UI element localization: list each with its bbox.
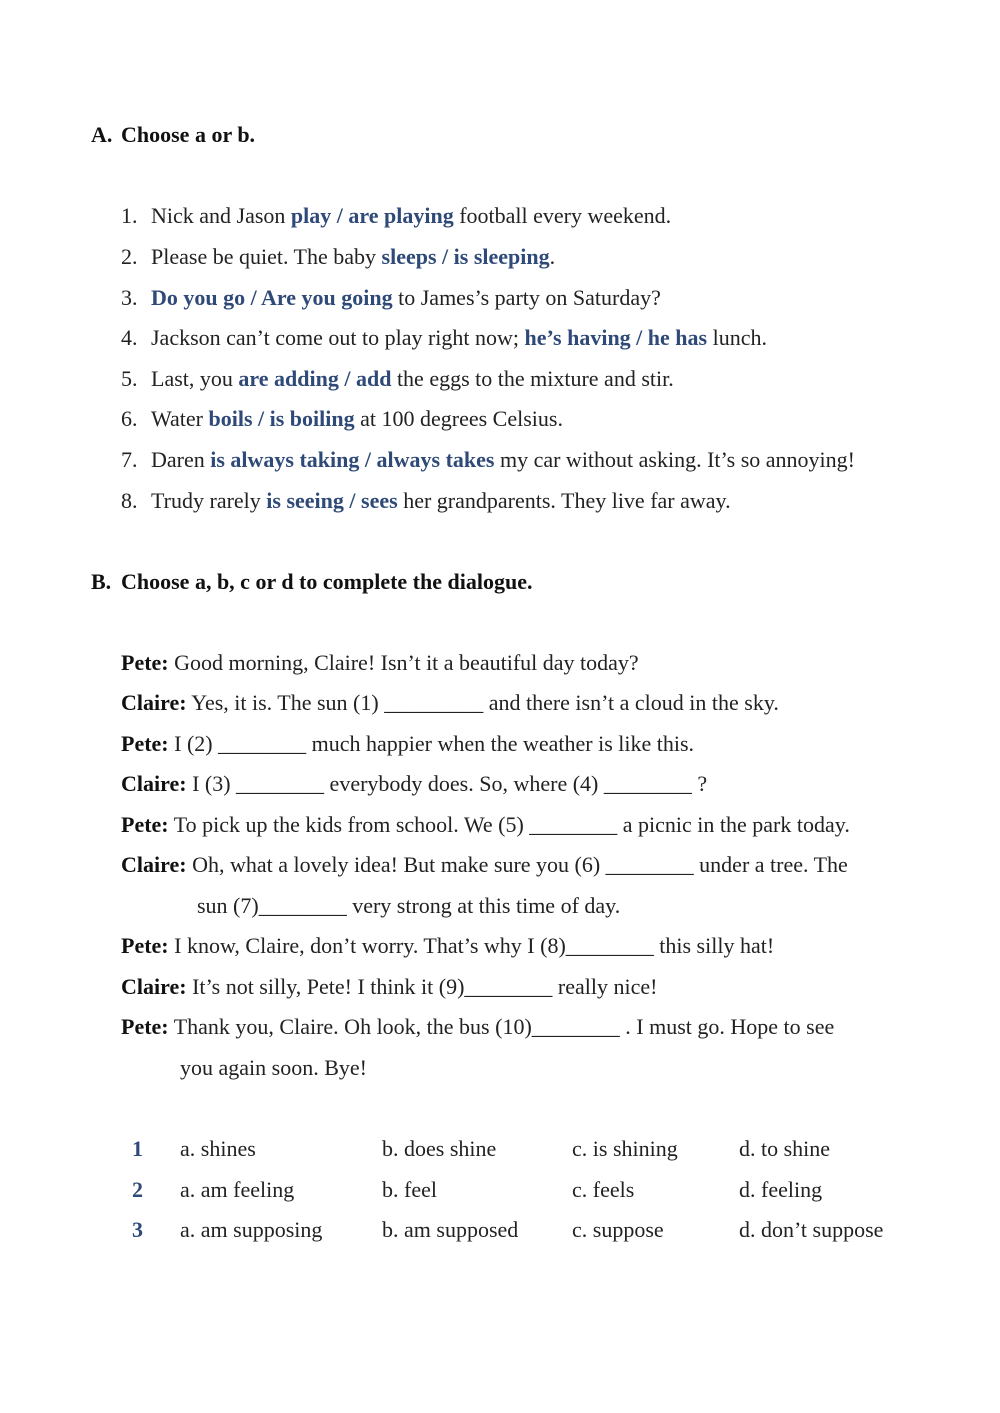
section-a-title — [91, 122, 255, 148]
dialogue-line-6-cont: sun (7)________ very strong at this time of day. — [197, 893, 621, 918]
dialogue-line-6: Claire: Oh, what a lovely idea! But make sure you (6) ________ under a tree. The — [121, 852, 848, 877]
choice-option[interactable]: is always taking / always takes — [210, 447, 495, 472]
dialogue-line-9-cont: you again soon. Bye! — [180, 1055, 367, 1080]
option-c[interactable]: c. suppose — [572, 1217, 664, 1242]
option-number: 1 — [132, 1136, 143, 1161]
choice-option[interactable]: are adding / add — [238, 366, 392, 391]
option-number: 2 — [132, 1177, 143, 1202]
speaker-name: Pete: — [121, 650, 169, 675]
option-c[interactable]: c. is shining — [572, 1136, 678, 1161]
dialogue-line-8: Claire: It’s not silly, Pete! I think it (9)________ really nice! — [121, 974, 658, 999]
section-a-heading: Choose a or b. — [121, 122, 256, 147]
speaker-name: Pete: — [121, 933, 169, 958]
speaker-name: Pete: — [121, 812, 169, 837]
option-b[interactable]: b. feel — [382, 1177, 437, 1202]
choice-option[interactable]: sleeps / is sleeping — [381, 244, 550, 269]
option-a[interactable]: a. am supposing — [180, 1217, 323, 1242]
option-d[interactable]: d. to shine — [739, 1136, 831, 1161]
choice-option[interactable]: play / are playing — [290, 203, 454, 228]
question-a-8: 8. Trudy rarely is seeing / sees her grandparents. They live far away. — [121, 488, 731, 513]
option-b[interactable]: b. am supposed — [382, 1217, 519, 1242]
speaker-name: Pete: — [121, 1014, 169, 1039]
option-d[interactable]: d. don’t suppose — [739, 1217, 884, 1242]
dialogue-line-7: Pete: I know, Claire, don’t worry. That’s why I (8)________ this silly hat! — [121, 933, 775, 958]
choice-option[interactable]: he’s having / he has — [524, 325, 708, 350]
dialogue-line-2: Claire: Yes, it is. The sun (1) _________ and there isn’t a cloud in the sky. — [121, 690, 779, 715]
option-c[interactable]: c. feels — [572, 1177, 635, 1202]
question-a-2: 2. Please be quiet. The baby sleeps / is sleeping. — [121, 244, 556, 269]
speaker-name: Claire: — [121, 852, 187, 877]
section-b-heading: Choose a, b, c or d to complete the dialogue. — [121, 569, 533, 594]
dialogue-line-1: Pete: Good morning, Claire! Isn’t it a beautiful day today? — [121, 650, 639, 675]
question-a-3: 3. Do you go / Are you going to James’s party on Saturday? — [121, 285, 661, 310]
question-a-6: 6. Water boils / is boiling at 100 degrees Celsius. — [121, 406, 563, 431]
speaker-name: Pete: — [121, 731, 169, 756]
speaker-name: Claire: — [121, 974, 187, 999]
option-a[interactable]: a. shines — [180, 1136, 256, 1161]
question-a-5: 5. Last, you are adding / add the eggs to the mixture and stir. — [121, 366, 674, 391]
speaker-name: Claire: — [121, 771, 187, 796]
choice-option[interactable]: is seeing / sees — [266, 488, 398, 513]
option-d[interactable]: d. feeling — [739, 1177, 823, 1202]
section-b-title — [91, 569, 532, 595]
option-a[interactable]: a. am feeling — [180, 1177, 295, 1202]
question-a-4: 4. Jackson can’t come out to play right now; he’s having / he has lunch. — [121, 325, 767, 350]
question-a-1: 1. Nick and Jason play / are playing football every weekend. — [121, 203, 672, 228]
choice-option[interactable]: Do you go / Are you going — [151, 285, 393, 310]
speaker-name: Claire: — [121, 690, 187, 715]
dialogue-line-9: Pete: Thank you, Claire. Oh look, the bus (10)________ . I must go. Hope to see — [121, 1014, 835, 1039]
choice-option[interactable]: boils / is boiling — [208, 406, 355, 431]
option-b[interactable]: b. does shine — [382, 1136, 497, 1161]
section-a-label: A. — [91, 122, 113, 147]
dialogue-line-3: Pete: I (2) ________ much happier when the weather is like this. — [121, 731, 695, 756]
question-a-7: 7. Daren is always taking / always takes my car without asking. It’s so annoying! — [121, 447, 855, 472]
option-number: 3 — [132, 1217, 143, 1242]
dialogue-line-5: Pete: To pick up the kids from school. We (5) ________ a picnic in the park today. — [121, 812, 850, 837]
section-b-label: B. — [91, 569, 112, 594]
dialogue-line-4: Claire: I (3) ________ everybody does. So, where (4) ________ ? — [121, 771, 708, 796]
